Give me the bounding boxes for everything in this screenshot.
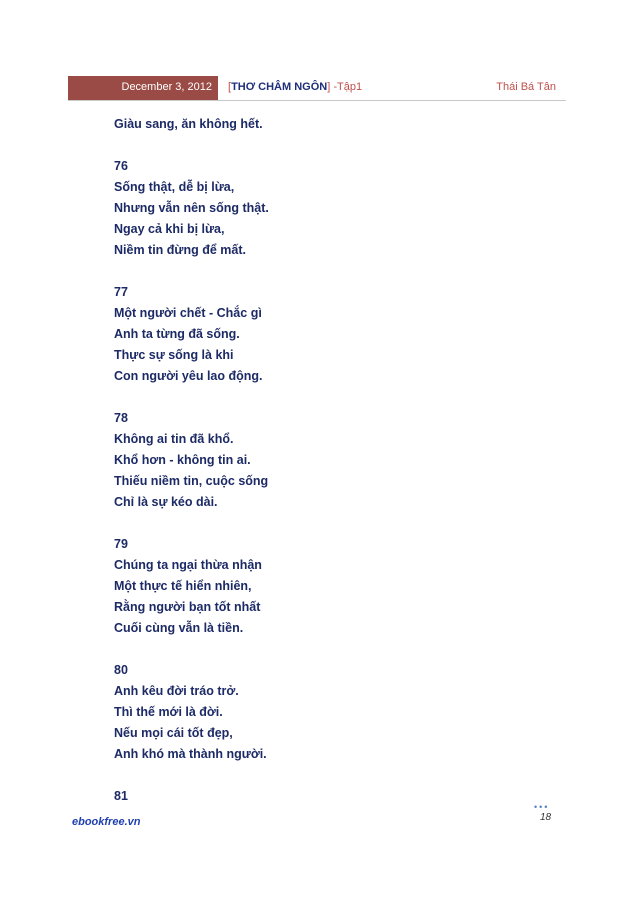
header-bar (68, 76, 566, 100)
stanza-number: 76 (114, 159, 128, 173)
title-bracket-close: ] (327, 81, 331, 93)
stanza-76 (114, 156, 534, 261)
poem-line: Nhưng vẫn nên sống thật. (114, 201, 269, 215)
poem-line: Anh kêu đời tráo trở. (114, 684, 239, 698)
lead-line: Giàu sang, ăn không hết. (114, 117, 263, 131)
poem-line: Thiếu niềm tin, cuộc sống (114, 474, 269, 488)
poem-line: Cuối cùng vẫn là tiền. (114, 621, 244, 635)
poem-line: Một thực tế hiển nhiên, (114, 579, 252, 593)
poem-content (114, 114, 534, 807)
poem-line: Thì thế mới là đời. (114, 705, 223, 719)
stanza-number: 78 (114, 411, 128, 425)
stanza-number: 77 (114, 285, 128, 299)
poem-line: Anh ta từng đã sống. (114, 327, 240, 341)
poem-line: Chúng ta ngại thừa nhận (114, 558, 262, 572)
poem-line: Niềm tin đừng để mất. (114, 243, 246, 257)
footer-site-name: ebookfree.vn (72, 816, 141, 828)
stanza-78 (114, 408, 534, 513)
book-title: THƠ CHÂM NGÔN (231, 81, 328, 93)
header-date-box (68, 76, 218, 101)
poem-line: Sống thật, dễ bị lừa, (114, 180, 235, 194)
header-title (228, 81, 362, 93)
stanza-number: 80 (114, 663, 128, 677)
poem-line: Nếu mọi cái tốt đẹp, (114, 726, 233, 740)
stanza-number: 79 (114, 537, 128, 551)
poem-line: Một người chết - Chắc gì (114, 306, 262, 320)
stanza-80 (114, 660, 534, 765)
stanza-number: 81 (114, 789, 128, 803)
poem-line: Con người yêu lao động. (114, 369, 263, 383)
poem-line: Không ai tin đã khổ. (114, 432, 234, 446)
header-date: December 3, 2012 (121, 81, 212, 93)
poem-line: Thực sự sống là khi (114, 348, 234, 362)
title-bracket-open: [ (228, 81, 232, 93)
poem-line: Ngay cả khi bị lừa, (114, 222, 225, 236)
stanza-81 (114, 786, 534, 807)
poem-line: Anh khó mà thành người. (114, 747, 267, 761)
header-divider (68, 100, 566, 101)
header-author: Thái Bá Tân (496, 81, 556, 93)
stanza-77 (114, 282, 534, 387)
poem-line: Rằng người bạn tốt nhất (114, 600, 261, 614)
page-dots-icon: ••• (534, 802, 550, 812)
poem-line: Chỉ là sự kéo dài. (114, 495, 218, 509)
page-number: 18 (540, 812, 552, 823)
book-volume: -Tập1 (330, 81, 363, 93)
stanza-79 (114, 534, 534, 639)
poem-line: Khổ hơn - không tin ai. (114, 453, 251, 467)
